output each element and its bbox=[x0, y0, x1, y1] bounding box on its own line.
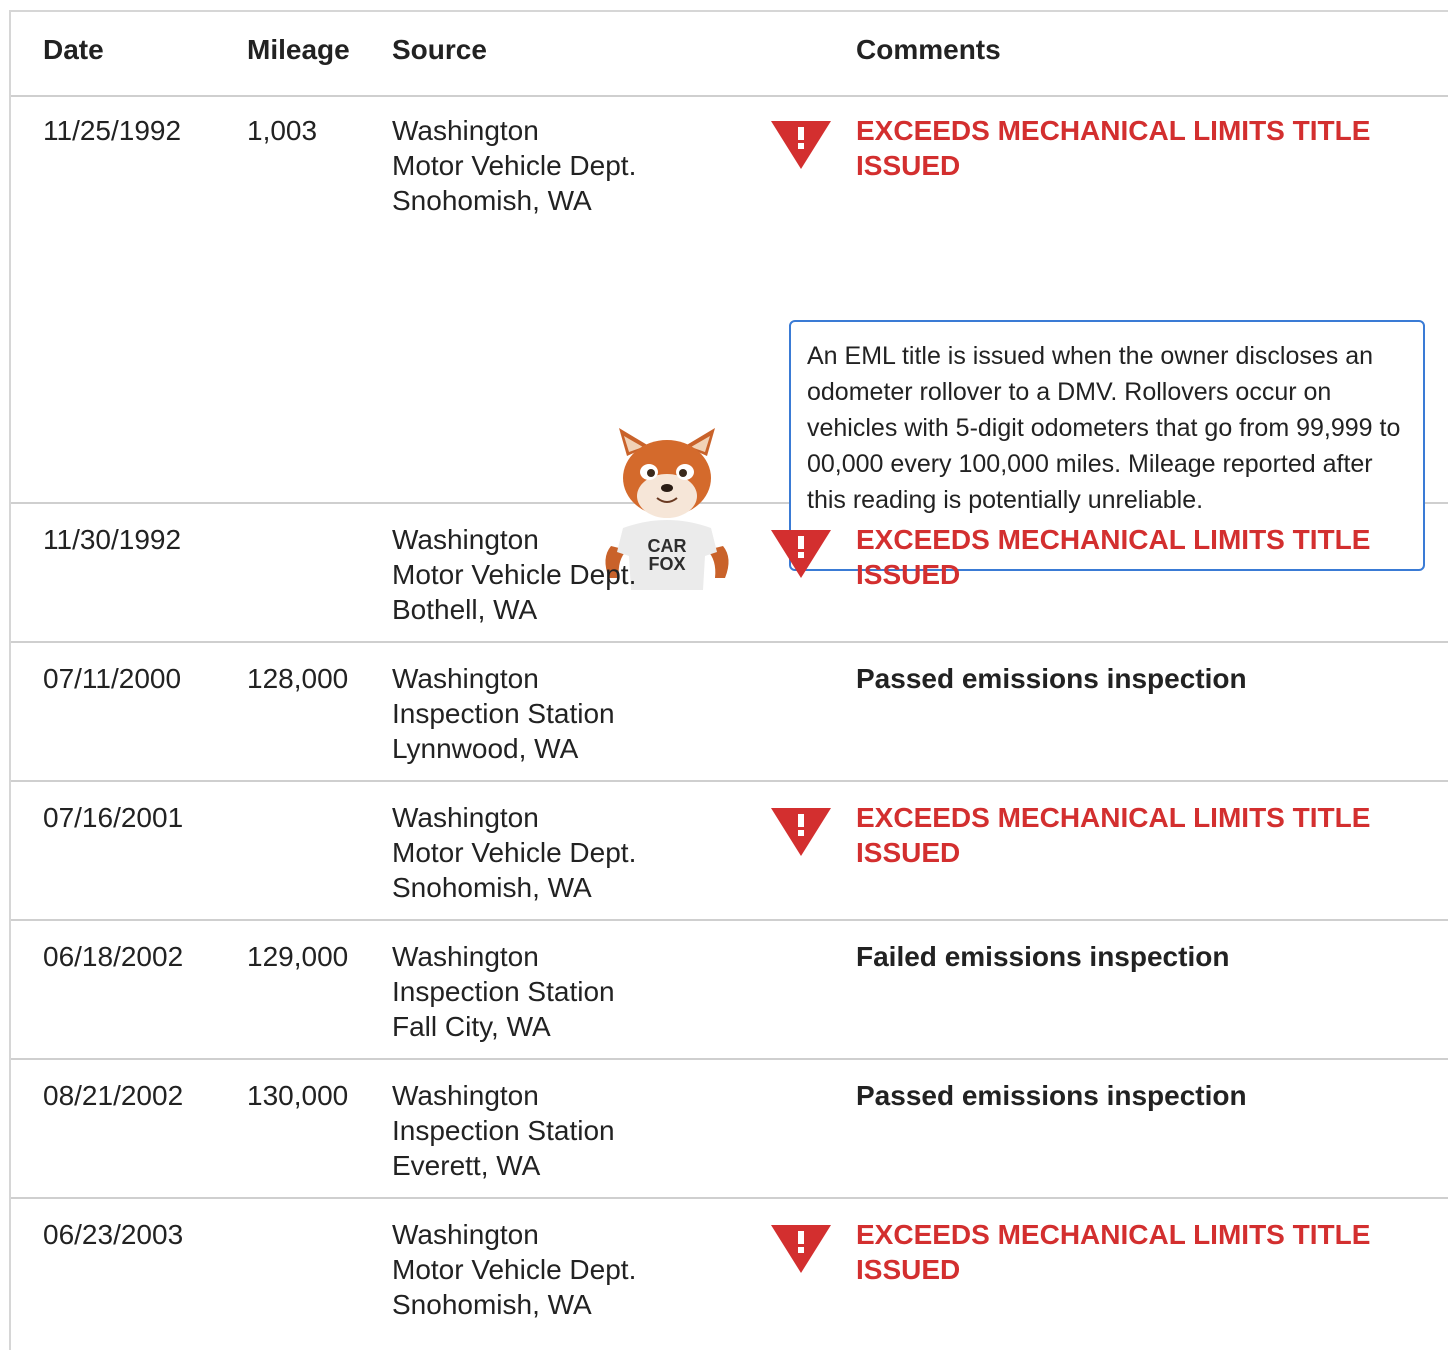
header-mileage: Mileage bbox=[247, 34, 350, 65]
row-comment: EXCEEDS MECHANICAL LIMITS TITLE ISSUED bbox=[856, 524, 1371, 590]
source-location: Lynnwood, WA bbox=[392, 733, 579, 764]
table-row bbox=[11, 1060, 1448, 1199]
row-source bbox=[392, 522, 636, 627]
row-date: 11/25/1992 bbox=[43, 115, 182, 146]
source-agency: Inspection Station bbox=[392, 698, 615, 729]
source-state: Washington bbox=[392, 524, 539, 555]
row-comment: Passed emissions inspection bbox=[856, 663, 1247, 694]
row-mileage: 129,000 bbox=[247, 941, 349, 972]
header-comments: Comments bbox=[856, 34, 1001, 65]
row-date: 07/11/2000 bbox=[43, 663, 182, 694]
source-agency: Inspection Station bbox=[392, 1115, 615, 1146]
row-source bbox=[392, 800, 636, 905]
source-state: Washington bbox=[392, 1219, 539, 1250]
table-row bbox=[11, 504, 1448, 643]
table-row bbox=[11, 921, 1448, 1060]
row-comment: Failed emissions inspection bbox=[856, 941, 1230, 972]
row-comment: EXCEEDS MECHANICAL LIMITS TITLE ISSUED bbox=[856, 1219, 1371, 1285]
row-source bbox=[392, 1217, 636, 1322]
source-state: Washington bbox=[392, 1080, 539, 1111]
row-source bbox=[392, 661, 615, 766]
alert-triangle-icon bbox=[771, 115, 831, 175]
source-agency: Motor Vehicle Dept. bbox=[392, 1254, 637, 1285]
table-row bbox=[11, 782, 1448, 921]
row-source bbox=[392, 1078, 615, 1183]
source-agency: Inspection Station bbox=[392, 976, 615, 1007]
source-location: Everett, WA bbox=[392, 1150, 541, 1181]
row-date: 06/18/2002 bbox=[43, 941, 184, 972]
header-source: Source bbox=[392, 34, 487, 65]
vehicle-history-table bbox=[9, 10, 1448, 1350]
row-mileage: 128,000 bbox=[247, 663, 349, 694]
row-comment: Passed emissions inspection bbox=[856, 1080, 1247, 1111]
source-location: Snohomish, WA bbox=[392, 872, 592, 903]
alert-triangle-icon bbox=[771, 1219, 831, 1279]
row-date: 06/23/2003 bbox=[43, 1219, 184, 1250]
source-state: Washington bbox=[392, 663, 539, 694]
row-date: 07/16/2001 bbox=[43, 802, 184, 833]
source-state: Washington bbox=[392, 115, 539, 146]
source-location: Snohomish, WA bbox=[392, 185, 592, 216]
row-mileage: 130,000 bbox=[247, 1080, 349, 1111]
row-source bbox=[392, 113, 636, 218]
alert-triangle-icon bbox=[771, 802, 831, 862]
table-header bbox=[11, 12, 1448, 97]
row-date: 11/30/1992 bbox=[43, 524, 182, 555]
mascot-shirt-line2: FOX bbox=[648, 554, 686, 574]
source-agency: Motor Vehicle Dept. bbox=[392, 837, 637, 868]
row-source bbox=[392, 939, 615, 1044]
source-state: Washington bbox=[392, 941, 539, 972]
alert-triangle-icon bbox=[771, 524, 831, 584]
source-state: Washington bbox=[392, 802, 539, 833]
row-mileage: 1,003 bbox=[247, 115, 318, 146]
row-date: 08/21/2002 bbox=[43, 1080, 184, 1111]
mascot-shirt-line1: CAR bbox=[647, 536, 687, 556]
source-location: Snohomish, WA bbox=[392, 1289, 592, 1320]
row-comment: EXCEEDS MECHANICAL LIMITS TITLE ISSUED bbox=[856, 115, 1371, 181]
eml-info-text: An EML title is issued when the owner discloses an odometer rollover to a DMV. Rollovers occur on vehicles with 5-digit odometers that go from 99,999 to 00,000 every 100,000 miles. Mileage reported after this reading is potentially unreliable. bbox=[807, 342, 1401, 514]
header-date: Date bbox=[43, 34, 104, 65]
source-location: Fall City, WA bbox=[392, 1011, 551, 1042]
source-agency: Motor Vehicle Dept. bbox=[392, 150, 637, 181]
source-location: Bothell, WA bbox=[392, 594, 538, 625]
table-row bbox=[11, 643, 1448, 782]
source-agency: Motor Vehicle Dept. bbox=[392, 559, 637, 590]
table-row bbox=[11, 1199, 1448, 1339]
row-comment: EXCEEDS MECHANICAL LIMITS TITLE ISSUED bbox=[856, 802, 1371, 868]
